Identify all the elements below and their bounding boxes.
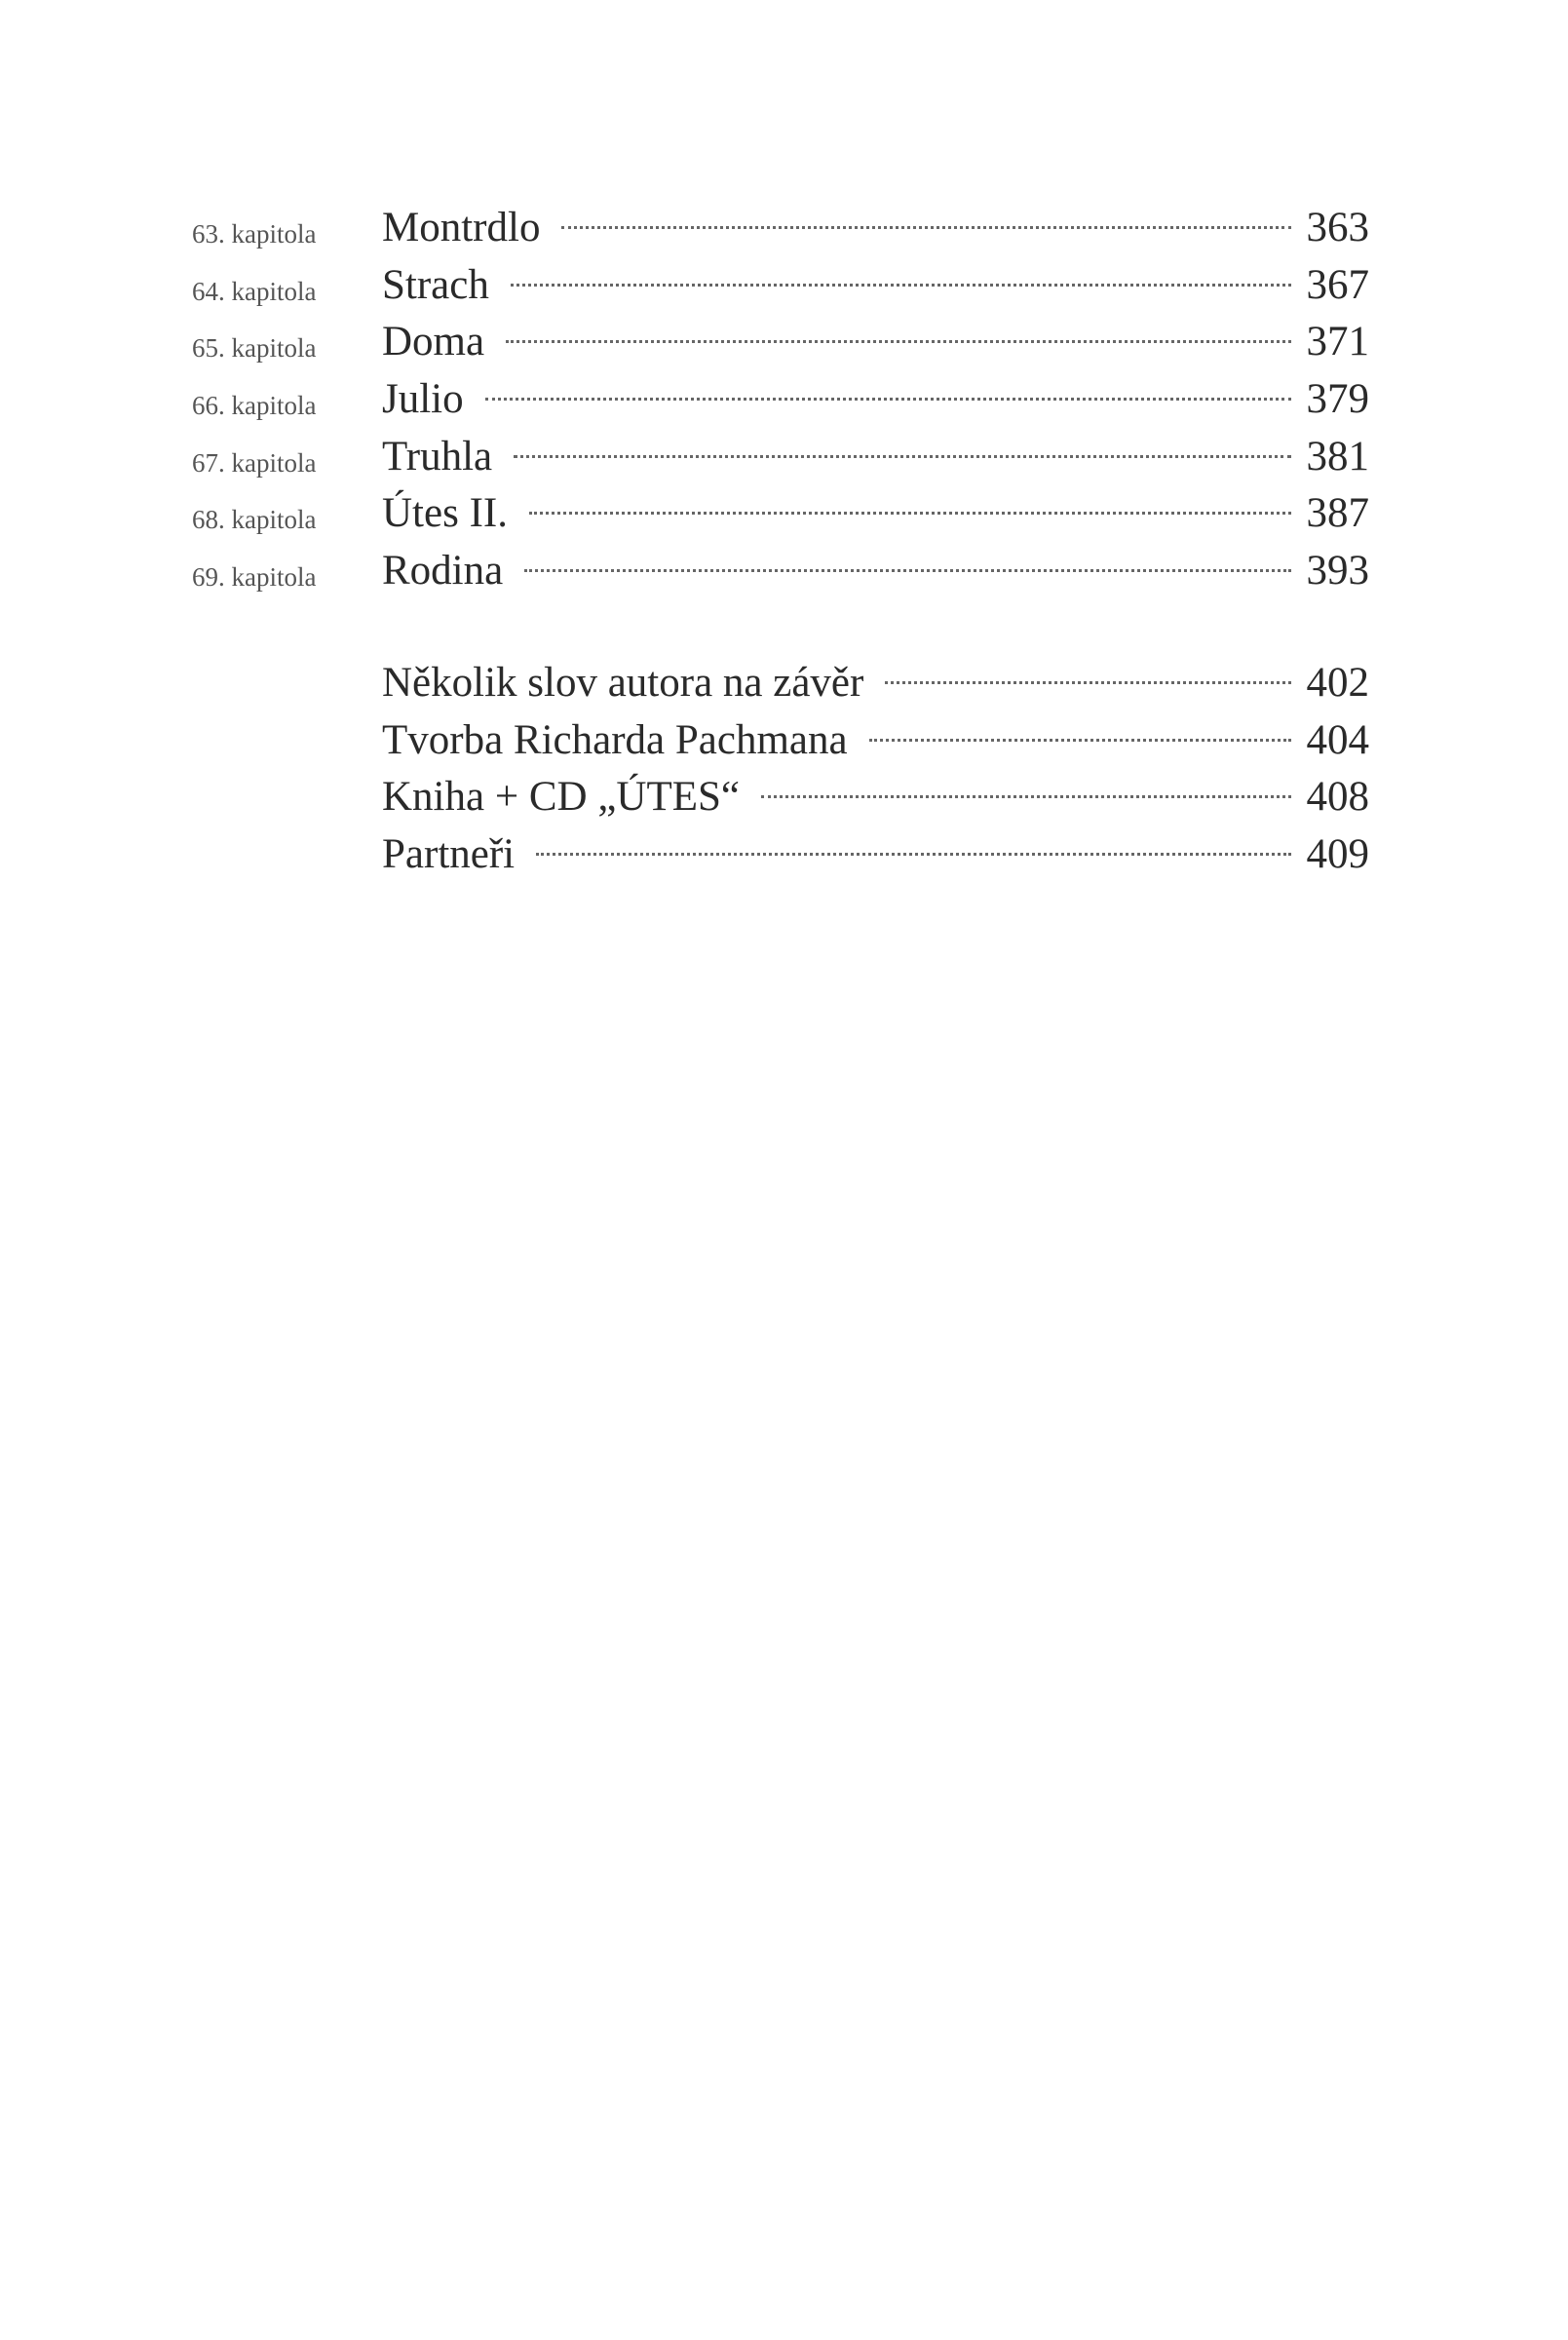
page-number: 379	[1306, 376, 1369, 423]
page-number: 409	[1306, 831, 1369, 878]
dot-leader	[506, 340, 1290, 343]
chapter-number-label: 63. kapitola	[192, 219, 317, 249]
toc-entry	[382, 371, 1369, 429]
chapter-title: Montrdlo	[382, 205, 541, 250]
toc-row	[0, 769, 1568, 826]
chapter-number-label: 66. kapitola	[192, 391, 317, 421]
chapter-title: Útes II.	[382, 490, 508, 537]
toc-row	[0, 543, 1568, 600]
dot-leader	[561, 226, 1290, 229]
toc-row	[0, 371, 1568, 429]
toc-row	[0, 826, 1568, 884]
dot-leader	[529, 512, 1291, 515]
toc-entry	[382, 769, 1369, 826]
chapter-number-label: 65. kapitola	[192, 333, 317, 364]
toc-row	[0, 485, 1568, 543]
toc-chapters	[0, 200, 1568, 600]
toc-row	[0, 200, 1568, 257]
dot-leader	[885, 681, 1290, 684]
section-title: Tvorba Richarda Pachmana	[382, 716, 848, 763]
toc-entry	[382, 429, 1369, 486]
chapter-number-label: 64. kapitola	[192, 276, 317, 306]
toc-entry	[382, 655, 1369, 712]
chapter-title: Doma	[382, 319, 485, 365]
page-number: 381	[1306, 433, 1369, 480]
dot-leader	[485, 398, 1291, 401]
toc-entry	[382, 200, 1369, 257]
page-number: 402	[1306, 660, 1369, 706]
toc-row	[0, 712, 1568, 770]
toc-row	[0, 314, 1568, 371]
dot-leader	[761, 795, 1291, 798]
chapter-number-label: 69. kapitola	[192, 562, 317, 593]
page-number: 367	[1306, 261, 1369, 308]
chapter-title: Julio	[382, 376, 464, 423]
dot-leader	[524, 569, 1290, 572]
toc-row	[0, 429, 1568, 486]
toc-row	[0, 655, 1568, 712]
toc-entry	[382, 826, 1369, 884]
page-number: 363	[1306, 205, 1369, 250]
chapter-number-label: 68. kapitola	[192, 505, 317, 535]
dot-leader	[511, 284, 1291, 287]
dot-leader	[514, 455, 1290, 458]
toc-row	[0, 257, 1568, 315]
chapter-title: Strach	[382, 261, 489, 308]
toc-entry	[382, 543, 1369, 600]
toc-entry	[382, 314, 1369, 371]
page-number: 387	[1306, 490, 1369, 537]
toc-entry	[382, 485, 1369, 543]
toc-extras	[0, 655, 1568, 884]
page-number: 408	[1306, 774, 1369, 821]
page-number: 393	[1306, 548, 1369, 595]
toc-entry	[382, 712, 1369, 770]
page-number: 404	[1306, 716, 1369, 763]
dot-leader	[869, 739, 1291, 742]
chapter-title: Truhla	[382, 433, 493, 480]
section-title: Několik slov autora na závěr	[382, 660, 864, 706]
chapter-number-label: 67. kapitola	[192, 447, 317, 478]
chapter-title: Rodina	[382, 548, 504, 595]
section-title: Kniha + CD „ÚTES“	[382, 774, 740, 821]
section-title: Partneři	[382, 831, 516, 878]
toc-entry	[382, 257, 1369, 315]
dot-leader	[536, 853, 1290, 856]
page-number: 371	[1306, 319, 1369, 365]
